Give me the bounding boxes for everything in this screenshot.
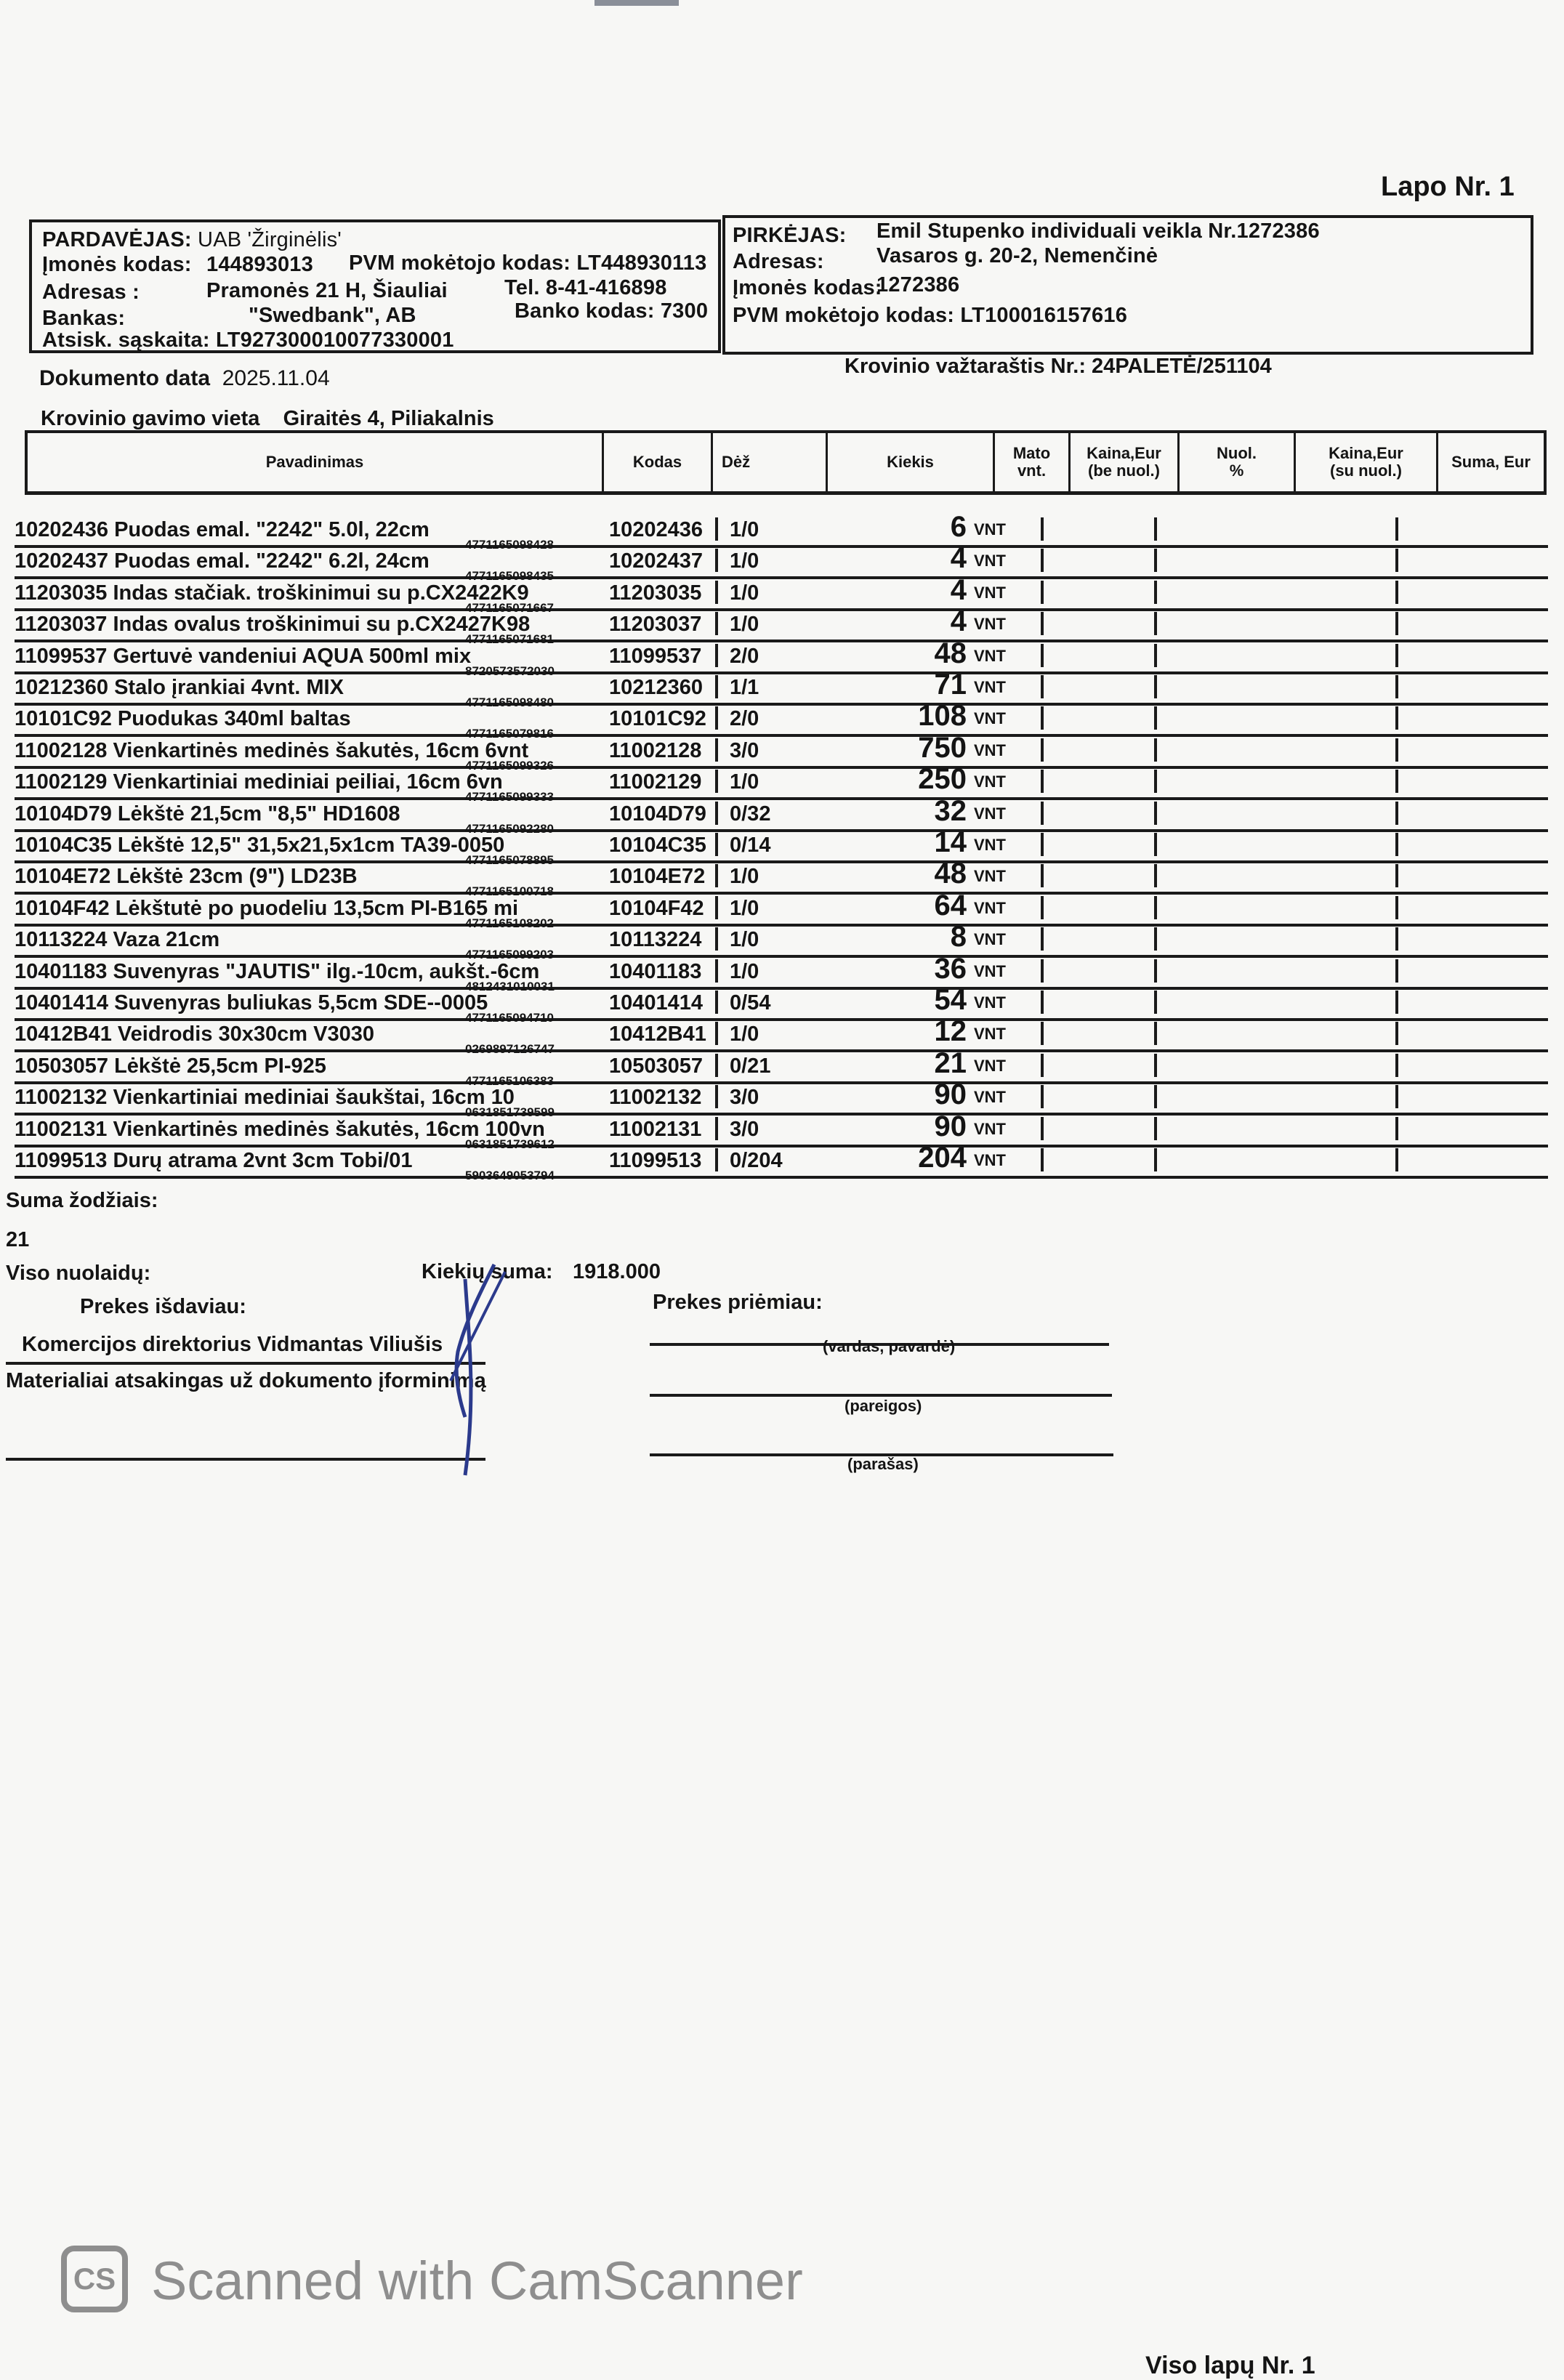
item-unit: VNT [974, 741, 1006, 759]
item-unit: VNT [974, 993, 1006, 1012]
item-code: 10412B41 [609, 1022, 706, 1046]
cell-divider [1041, 675, 1044, 698]
total-pages-label: Viso lapų Nr. 1 [1145, 2352, 1315, 2379]
unloading-value: Giraitės 4, Piliakalnis [283, 407, 494, 430]
cell-divider [1395, 770, 1398, 793]
cell-divider [1041, 1022, 1044, 1045]
cell-divider [1154, 1117, 1157, 1140]
item-description: 11099537 Gertuvė vandeniui AQUA 500ml mix [15, 644, 472, 668]
item-description: 10101C92 Puodukas 340ml baltas [15, 707, 351, 731]
item-barcode: 5903649053794 [465, 1169, 555, 1182]
buyer-code: 1272386 [876, 273, 960, 297]
item-boxes: 1/0 [730, 518, 759, 541]
item-quantity: 12 [934, 1015, 967, 1048]
item-barcode: 4771165094710 [465, 1011, 554, 1025]
cell-divider [1154, 517, 1157, 541]
document-date [39, 366, 330, 391]
item-unit: VNT [974, 836, 1006, 854]
cell-divider [715, 1117, 718, 1140]
item-boxes: 0/54 [730, 991, 771, 1014]
item-barcode: 4771165071667 [465, 600, 554, 615]
cell-divider [1395, 1117, 1398, 1140]
item-boxes: 1/0 [730, 959, 759, 983]
camscanner-logo: CS [61, 2246, 128, 2312]
cell-divider [715, 644, 718, 667]
item-description: 11002129 Vienkartiniai mediniai peiliai, 16cm 6vn [15, 770, 503, 794]
cell-divider [715, 802, 718, 825]
cell-divider [715, 896, 718, 919]
item-description: 10104E72 Lėkštė 23cm (9") LD23B [15, 865, 358, 889]
item-quantity: 54 [934, 984, 967, 1016]
item-unit: VNT [974, 552, 1006, 570]
item-boxes: 2/0 [730, 644, 759, 668]
sum-in-words-label: Suma žodžiais: [6, 1189, 158, 1212]
cell-divider [715, 1085, 718, 1108]
item-barcode: 4771165078895 [465, 853, 554, 867]
issuer-name: Komercijos direktorius Vidmantas Viliušis [22, 1333, 443, 1356]
item-boxes: 0/204 [730, 1149, 783, 1172]
item-description: 10401414 Suvenyras buliukas 5,5cm SDE--0005 [15, 991, 488, 1014]
item-boxes: 1/0 [730, 770, 759, 794]
item-unit: VNT [974, 804, 1006, 823]
camscanner-watermark: Scanned with CamScanner [151, 2251, 803, 2311]
item-quantity: 36 [934, 952, 967, 985]
cell-divider [1041, 1117, 1044, 1140]
cell-divider [715, 864, 718, 887]
item-quantity: 4 [950, 542, 967, 575]
cell-divider [715, 549, 718, 572]
cell-divider [1154, 581, 1157, 604]
item-description: 11099513 Durų atrama 2vnt 3cm Tobi/01 [15, 1149, 413, 1172]
cell-divider [1154, 1085, 1157, 1108]
cell-divider [1041, 1054, 1044, 1077]
cell-divider [1395, 864, 1398, 887]
cell-divider [1041, 896, 1044, 919]
item-description: 10202436 Puodas emal. "2242" 5.0l, 22cm [15, 518, 430, 541]
seller-bank: "Swedbank", AB [249, 304, 416, 327]
cell-divider [1041, 549, 1044, 572]
item-quantity: 90 [934, 1110, 967, 1142]
cell-divider [715, 706, 718, 730]
cell-divider [1154, 675, 1157, 698]
seller-phone: Tel. 8-41-416898 [504, 276, 667, 299]
cell-divider [1041, 833, 1044, 856]
item-quantity: 204 [918, 1142, 967, 1174]
buyer-box [722, 215, 1533, 355]
item-unit: VNT [974, 773, 1006, 791]
cell-divider [1041, 991, 1044, 1014]
responsible-label: Materialiai atsakingas už dokumento įforminimą [6, 1369, 486, 1392]
cell-divider [1395, 1148, 1398, 1171]
table-header [25, 430, 1547, 495]
item-unit: VNT [974, 583, 1006, 602]
buyer-address-label: Adresas: [733, 250, 824, 273]
item-barcode: 4812431010031 [465, 979, 555, 993]
col-code: Kodas [602, 433, 711, 491]
cell-divider [1395, 991, 1398, 1014]
buyer-vat-label: PVM mokėtojo kodas: [733, 304, 955, 327]
item-quantity: 48 [934, 858, 967, 890]
item-boxes: 1/0 [730, 581, 759, 605]
cell-divider [1154, 612, 1157, 635]
item-description: 11203035 Indas stačiak. troškinimui su p.CX2422K9 [15, 581, 529, 605]
qty-sum-label: Kiekių suma: [422, 1260, 553, 1283]
cell-divider [715, 991, 718, 1014]
item-boxes: 1/0 [730, 1022, 759, 1046]
item-description: 10104D79 Lėkštė 21,5cm "8,5" HD1608 [15, 802, 400, 826]
cell-divider [1041, 959, 1044, 983]
buyer-title: PIRKĖJAS: [733, 224, 847, 247]
seller-bank-code-label: Banko kodas: [515, 299, 655, 323]
item-unit: VNT [974, 867, 1006, 886]
cell-divider [1154, 927, 1157, 951]
seller-bank-label: Bankas: [42, 307, 126, 330]
cell-divider [1154, 644, 1157, 667]
seller-bank-code: 7300 [660, 299, 709, 323]
line-count: 21 [6, 1228, 30, 1251]
col-price: Kaina,Eur (be nuol.) [1068, 433, 1177, 491]
cell-divider [1395, 833, 1398, 856]
item-code: 10113224 [609, 928, 702, 952]
cell-divider [1154, 833, 1157, 856]
cell-divider [1395, 581, 1398, 604]
item-barcode: 0631851739599 [465, 1105, 555, 1120]
item-unit: VNT [974, 1119, 1006, 1138]
item-quantity: 48 [934, 637, 967, 669]
cell-divider [715, 612, 718, 635]
cell-divider [1154, 896, 1157, 919]
unloading-place [41, 407, 494, 431]
receiver-name-caption: (vardas, pavardė) [823, 1337, 956, 1355]
item-barcode: 0269897126747 [465, 1042, 555, 1057]
cell-divider [1041, 802, 1044, 825]
cell-divider [1041, 1148, 1044, 1171]
buyer-code-label: Įmonės kodas: [733, 276, 882, 299]
cell-divider [1154, 549, 1157, 572]
goods-received-label: Prekes priėmiau: [653, 1291, 823, 1314]
item-code: 10401414 [609, 991, 704, 1014]
item-barcode: 4771165092280 [465, 821, 554, 836]
item-code: 11203037 [609, 613, 702, 637]
cell-divider [1154, 864, 1157, 887]
item-quantity: 90 [934, 1078, 967, 1111]
item-boxes: 1/0 [730, 613, 759, 637]
col-price-disc: Kaina,Eur (su nuol.) [1294, 433, 1436, 491]
receiver-signature-caption: (parašas) [847, 1455, 919, 1473]
item-quantity: 6 [950, 511, 967, 543]
item-unit: VNT [974, 615, 1006, 634]
item-boxes: 1/1 [730, 676, 759, 699]
page-number: Lapo Nr. 1 [1381, 172, 1515, 202]
receiver-position-caption: (pareigos) [845, 1397, 922, 1415]
cell-divider [1154, 706, 1157, 730]
cell-divider [1154, 1022, 1157, 1045]
item-description: 10113224 Vaza 21cm [15, 928, 220, 952]
cell-divider [715, 517, 718, 541]
buyer-address: Vasaros g. 20-2, Nemenčinė [876, 244, 1158, 267]
buyer-vat: LT100016157616 [960, 304, 1128, 327]
cell-divider [1395, 1054, 1398, 1077]
item-code: 11002132 [609, 1086, 702, 1110]
seller-vat: LT448930113 [576, 251, 707, 275]
unloading-label: Krovinio gavimo vieta [41, 407, 260, 430]
item-quantity: 4 [950, 605, 967, 638]
item-boxes: 1/0 [730, 928, 759, 952]
issuer-signature-line [6, 1362, 485, 1365]
goods-issued-label: Prekes išdaviau: [80, 1295, 246, 1318]
item-description: 11002131 Vienkartinės medinės šakutės, 16cm 100vn [15, 1117, 545, 1141]
cell-divider [1395, 612, 1398, 635]
table-row [15, 511, 1548, 552]
item-barcode: 4771165079816 [465, 727, 554, 741]
item-boxes: 1/0 [730, 549, 759, 573]
seller-address: Pramonės 21 H, Šiauliai [206, 279, 448, 302]
item-description: 10412B41 Veidrodis 30x30cm V3030 [15, 1022, 374, 1046]
cell-divider [715, 833, 718, 856]
item-code: 11099513 [609, 1149, 702, 1172]
item-barcode: 4771165098480 [465, 695, 554, 709]
item-boxes: 3/0 [730, 738, 759, 762]
item-unit: VNT [974, 930, 1006, 949]
item-unit: VNT [974, 898, 1006, 917]
item-description: 11203037 Indas ovalus troškinimui su p.CX2427K98 [15, 613, 531, 637]
cell-divider [1395, 959, 1398, 983]
item-description: 10202437 Puodas emal. "2242" 6.2l, 24cm [15, 549, 430, 573]
cell-divider [1041, 706, 1044, 730]
col-sum: Suma, Eur [1436, 433, 1544, 491]
item-code: 10401183 [609, 959, 702, 983]
item-description: 11002132 Vienkartiniai mediniai šaukštai, 16cm 10 [15, 1086, 515, 1110]
item-unit: VNT [974, 961, 1006, 980]
seller-name: UAB 'Žirginėlis' [198, 228, 342, 251]
item-barcode: 4771165098428 [465, 538, 554, 552]
item-unit: VNT [974, 678, 1006, 696]
item-quantity: 21 [934, 1046, 967, 1079]
seller-account: LT927300010077330001 [215, 328, 454, 352]
item-unit: VNT [974, 520, 1006, 538]
qty-sum-value: 1918.000 [573, 1260, 661, 1283]
seller-title: PARDAVĖJAS: [42, 228, 192, 251]
item-boxes: 1/0 [730, 865, 759, 889]
item-code: 10104E72 [609, 865, 706, 889]
item-barcode: 4771165099326 [465, 758, 554, 773]
item-description: 10104C35 Lėkštė 12,5" 31,5x21,5x1cm TA39-0050 [15, 834, 505, 857]
item-barcode: 4771165098435 [465, 569, 554, 584]
item-code: 11002128 [609, 738, 702, 762]
scan-edge-mark [594, 0, 679, 6]
handwritten-signature [436, 1250, 523, 1490]
cell-divider [1041, 1085, 1044, 1108]
cell-divider [1041, 927, 1044, 951]
cell-divider [1041, 864, 1044, 887]
item-quantity: 750 [918, 731, 967, 764]
seller-code: 144893013 [206, 253, 313, 276]
item-unit: VNT [974, 1056, 1006, 1075]
item-description: 10503057 Lėkštė 25,5cm PI-925 [15, 1054, 326, 1078]
cell-divider [1154, 770, 1157, 793]
item-unit: VNT [974, 1151, 1006, 1169]
responsible-line [6, 1458, 485, 1461]
item-barcode: 4771165099203 [465, 948, 554, 962]
item-description: 10212360 Stalo įrankiai 4vnt. MIX [15, 676, 344, 699]
item-boxes: 0/14 [730, 834, 771, 857]
seller-address-label: Adresas : [42, 281, 140, 304]
item-boxes: 3/0 [730, 1086, 759, 1110]
cell-divider [1154, 959, 1157, 983]
item-unit: VNT [974, 1088, 1006, 1107]
item-boxes: 1/0 [730, 896, 759, 920]
cell-divider [1395, 549, 1398, 572]
waybill-number: Krovinio važtaraštis Nr.: 24PALETĖ/251104 [845, 355, 1272, 378]
cell-divider [715, 738, 718, 762]
cell-divider [715, 927, 718, 951]
cell-divider [1395, 896, 1398, 919]
item-code: 10104F42 [609, 896, 704, 920]
item-unit: VNT [974, 646, 1006, 665]
item-barcode: 4771165106383 [465, 1073, 554, 1088]
item-code: 10101C92 [609, 707, 706, 731]
item-quantity: 71 [934, 669, 967, 701]
item-code: 10202436 [609, 518, 704, 541]
item-code: 10212360 [609, 676, 704, 699]
cell-divider [1395, 706, 1398, 730]
seller-code-label: Įmonės kodas: [42, 253, 192, 276]
item-boxes: 0/32 [730, 802, 771, 826]
cell-divider [715, 770, 718, 793]
item-code: 11099537 [609, 644, 702, 668]
cell-divider [715, 581, 718, 604]
cell-divider [1041, 581, 1044, 604]
cell-divider [1154, 802, 1157, 825]
cell-divider [1395, 644, 1398, 667]
cell-divider [1154, 991, 1157, 1014]
item-barcode: 4771165108202 [465, 916, 554, 930]
item-barcode: 4771165071681 [465, 632, 554, 647]
cell-divider [1154, 1148, 1157, 1171]
cell-divider [715, 959, 718, 983]
item-quantity: 8 [950, 921, 967, 953]
cell-divider [1395, 738, 1398, 762]
item-description: 10104F42 Lėkštutė po puodeliu 13,5cm PI-B165 mi [15, 896, 519, 920]
cell-divider [1395, 1022, 1398, 1045]
cell-divider [715, 1054, 718, 1077]
item-barcode: 4771165099333 [465, 790, 554, 804]
item-quantity: 32 [934, 794, 967, 827]
cell-divider [1154, 1054, 1157, 1077]
item-quantity: 14 [934, 826, 967, 858]
item-boxes: 3/0 [730, 1117, 759, 1141]
discounts-label: Viso nuolaidų: [6, 1262, 151, 1285]
cell-divider [1395, 927, 1398, 951]
item-unit: VNT [974, 709, 1006, 728]
cell-divider [1395, 675, 1398, 698]
seller-account-label: Atsisk. sąskaita: [42, 328, 210, 352]
col-discount: Nuol. % [1177, 433, 1294, 491]
seller-box [29, 219, 721, 353]
cell-divider [1395, 1085, 1398, 1108]
cell-divider [715, 1022, 718, 1045]
item-barcode: 4771165100718 [465, 884, 554, 899]
seller-vat-label: PVM mokėtojo kodas: [349, 251, 571, 275]
item-code: 10104C35 [609, 834, 706, 857]
item-code: 11203035 [609, 581, 702, 605]
item-barcode: 0631851739612 [465, 1137, 555, 1151]
item-quantity: 250 [918, 763, 967, 796]
cell-divider [1395, 802, 1398, 825]
item-boxes: 2/0 [730, 707, 759, 731]
col-box: Dėž [711, 433, 826, 491]
item-boxes: 0/21 [730, 1054, 771, 1078]
cell-divider [715, 1148, 718, 1171]
item-code: 10202437 [609, 549, 704, 573]
buyer-name: Emil Stupenko individuali veikla Nr.1272386 [876, 219, 1320, 243]
col-name: Pavadinimas [265, 453, 364, 471]
cell-divider [715, 675, 718, 698]
item-barcode: 8720573572030 [465, 663, 555, 678]
item-code: 11002131 [609, 1117, 702, 1141]
item-quantity: 108 [918, 700, 967, 733]
item-code: 11002129 [609, 770, 702, 794]
item-code: 10503057 [609, 1054, 704, 1078]
cell-divider [1041, 770, 1044, 793]
document-date-value: 2025.11.04 [222, 366, 330, 390]
item-description: 11002128 Vienkartinės medinės šakutės, 16cm 6vnt [15, 738, 529, 762]
cell-divider [1041, 738, 1044, 762]
item-code: 10104D79 [609, 802, 706, 826]
item-quantity: 4 [950, 573, 967, 606]
cell-divider [1154, 738, 1157, 762]
document-date-label: Dokumento data [39, 366, 211, 390]
item-description: 10401183 Suvenyras "JAUTIS" ilg.-10cm, aukšt.-6cm [15, 959, 540, 983]
cell-divider [1041, 517, 1044, 541]
item-unit: VNT [974, 1025, 1006, 1044]
col-unit: Mato vnt. [993, 433, 1068, 491]
col-qty: Kiekis [826, 433, 993, 491]
cell-divider [1041, 644, 1044, 667]
cell-divider [1041, 612, 1044, 635]
cell-divider [1395, 517, 1398, 541]
item-quantity: 64 [934, 889, 967, 921]
